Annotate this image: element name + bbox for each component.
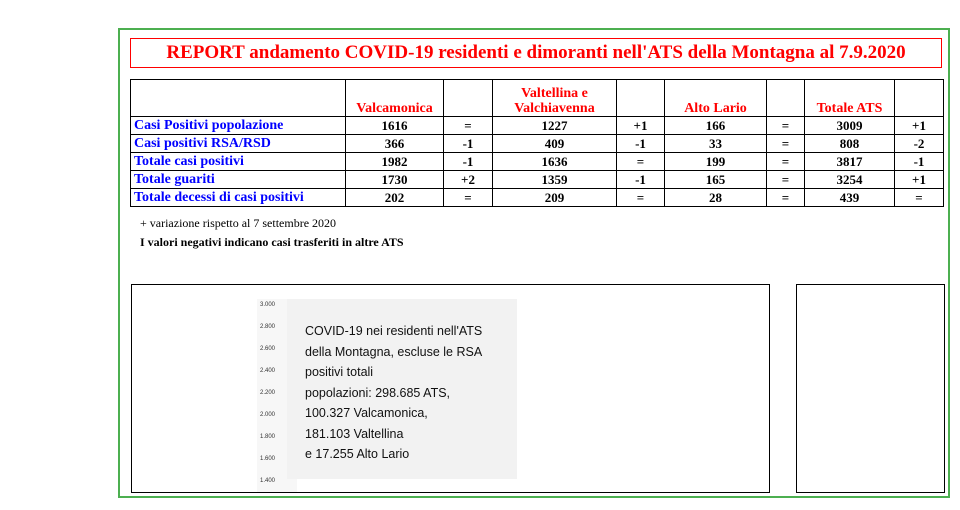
table-cell: 1359 [493,171,617,189]
report-table [130,79,944,207]
table-row [131,153,944,171]
table-cell: 1227 [493,117,617,135]
table-row [131,117,944,135]
overlay-line: 100.327 Valcamonica, [305,406,428,420]
header-cell: Valcamonica [346,80,444,117]
header-cell [895,80,944,117]
table-cell: 165 [665,171,767,189]
table-cell: +1 [895,171,944,189]
table-cell: -1 [895,153,944,171]
overlay-line: popolazioni: 298.685 ATS, [305,385,451,400]
chart-panel [131,284,770,493]
variation-note: + variazione rispetto al 7 settembre 2020 [140,216,337,230]
table-cell: -1 [617,171,665,189]
header-cell: Alto Lario [665,80,767,117]
table-cell: -1 [617,135,665,153]
table-cell: +1 [895,117,944,135]
y-tick-label: 2.000 [260,412,276,418]
overlay-line: della Montagna, escluse le RSA [305,344,483,359]
table-cell: 28 [665,189,767,207]
report-title: REPORT andamento COVID-19 residenti e dimoranti nell'ATS della Montagna al 7.9.2020 [130,38,942,68]
table-row [131,189,944,207]
overlay-line: 181.103 Valtellina [305,426,404,441]
table-cell: 166 [665,117,767,135]
table-cell: -1 [444,153,493,171]
table-cell: +2 [444,171,493,189]
table-cell: 1616 [346,117,444,135]
y-tick-label: 1.400 [260,478,276,484]
table-row [131,171,944,189]
table-cell: 3817 [805,153,895,171]
y-tick-label: 1.600 [260,456,276,462]
table-cell: -2 [895,135,944,153]
table-cell: = [444,189,493,207]
row-label: Casi positivi RSA/RSD [131,135,346,153]
table-cell: = [767,153,805,171]
table-cell: -1 [444,135,493,153]
table-cell: 808 [805,135,895,153]
row-label: Casi Positivi popolazione [131,117,346,135]
header-cell [131,80,346,117]
header-cell [444,80,493,117]
table-cell: 439 [805,189,895,207]
table-cell: +1 [617,117,665,135]
table-cell: 209 [493,189,617,207]
table-cell: 409 [493,135,617,153]
table-cell: = [767,171,805,189]
row-label: Totale decessi di casi positivi [131,189,346,207]
y-tick-label: 2.800 [260,324,276,330]
row-label: Totale casi positivi [131,153,346,171]
table-cell: 366 [346,135,444,153]
side-panel [796,284,945,493]
table-row [131,135,944,153]
table-cell: 3254 [805,171,895,189]
header-cell [617,80,665,117]
table-cell: = [767,189,805,207]
negative-values-note: I valori negativi indicano casi trasferiti in altre ATS [140,235,404,249]
table-cell: 1730 [346,171,444,189]
table-header-row [131,80,944,117]
y-tick-label: 2.600 [260,346,276,352]
table-cell: = [767,117,805,135]
header-cell [767,80,805,117]
header-cell: Totale ATS [805,80,895,117]
y-tick-label: 1.800 [260,434,276,440]
table-cell: 33 [665,135,767,153]
table-cell: 1982 [346,153,444,171]
table-cell: = [767,135,805,153]
y-tick-label: 2.400 [260,368,276,374]
table-cell: 202 [346,189,444,207]
overlay-line: positivi totali [305,365,374,379]
overlay-line: COVID-19 nei residenti nell'ATS [305,324,483,338]
table-cell: = [895,189,944,207]
table-cell: 3009 [805,117,895,135]
table-cell: 1636 [493,153,617,171]
y-tick-label: 3.000 [260,302,276,308]
table-cell: 199 [665,153,767,171]
header-cell: Valtellina e Valchiavenna [493,80,617,117]
row-label: Totale guariti [131,171,346,189]
table-cell: = [444,117,493,135]
chart-overlay-text [305,321,482,465]
y-tick-label: 2.200 [260,390,276,396]
overlay-line: e 17.255 Alto Lario [305,447,410,461]
table-cell: = [617,189,665,207]
table-cell: = [617,153,665,171]
